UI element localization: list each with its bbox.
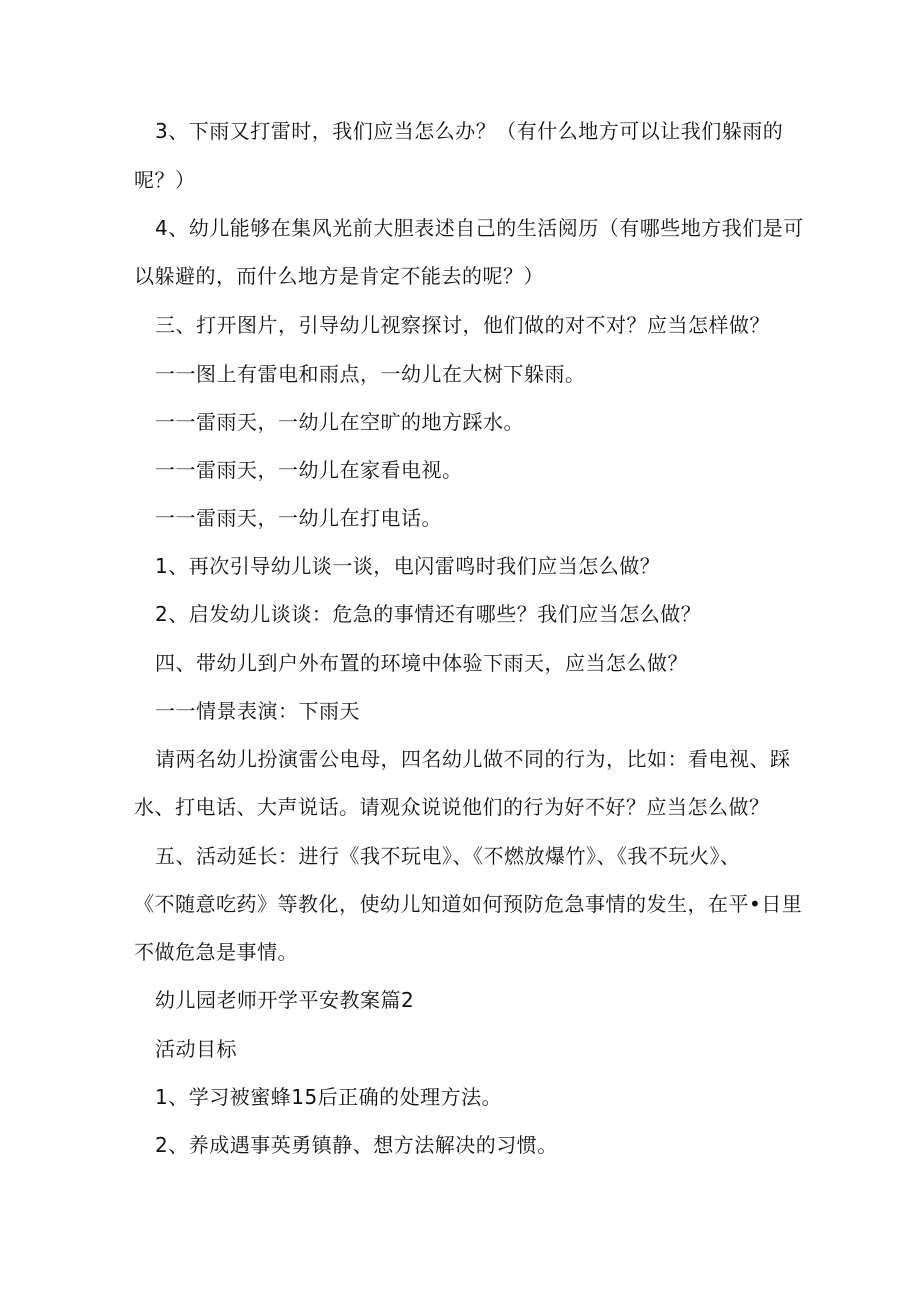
paragraph-item-4-line-2: 以躲避的，而什么地方是肯定不能去的呢？） (134, 264, 544, 288)
activity-goals-heading: 活动目标 (155, 1037, 237, 1061)
section-three-heading: 三、打开图片，引导幼儿视察探讨，他们做的对不对？应当怎样做？ (155, 313, 770, 337)
section-five-line-3: 不做危急是事情。 (134, 940, 298, 964)
scene-line-2: 一一雷雨天，一幼儿在空旷的地方踩水。 (155, 410, 524, 434)
lesson-plan-title: 幼儿园老师开学平安教案篇2 (155, 988, 415, 1012)
role-play-line: 一一情景表演：下雨天 (155, 699, 360, 723)
guide-step-1: 1、再次引导幼儿谈一谈，电闪雷鸣时我们应当怎么做？ (155, 554, 661, 578)
section-five-line-2: 《不随意吃药》等教化，使幼儿知道如何预防危急事情的发生，在平•日里 (134, 892, 803, 916)
paragraph-item-3-line-2: 呢？） (134, 168, 196, 192)
guide-step-2: 2、启发幼儿谈谈：危急的事情还有哪些？我们应当怎么做？ (155, 602, 702, 626)
role-play-paragraph-line-2: 水、打电话、大声说话。请观众说说他们的行为好不好？应当怎么做？ (134, 795, 770, 819)
section-five-line-1: 五、活动延长：进行《我不玩电》、《不燃放爆竹》、《我不玩火》、 (155, 844, 741, 868)
goal-item-2: 2、养成遇事英勇镇静、想方法解决的习惯。 (155, 1133, 558, 1157)
scene-line-3: 一一雷雨天，一幼儿在家看电视。 (155, 458, 463, 482)
paragraph-item-4-line-1: 4、幼儿能够在集风光前大胆表述自己的生活阅历（有哪些地方我们是可 (155, 216, 804, 240)
paragraph-item-3-line-1: 3、下雨又打雷时，我们应当怎么办？（有什么地方可以让我们躲雨的 (155, 119, 784, 143)
role-play-paragraph-line-1: 请两名幼儿扮演雷公电母，四名幼儿做不同的行为，比如：看电视、踩 (155, 747, 791, 771)
goal-item-1: 1、学习被蜜蜂15后正确的处理方法。 (155, 1085, 503, 1109)
scene-line-1: 一一图上有雷电和雨点，一幼儿在大树下躲雨。 (155, 362, 586, 386)
section-four-heading: 四、带幼儿到户外布置的环境中体验下雨天，应当怎么做？ (155, 651, 688, 675)
scene-line-4: 一一雷雨天，一幼儿在打电话。 (155, 506, 442, 530)
